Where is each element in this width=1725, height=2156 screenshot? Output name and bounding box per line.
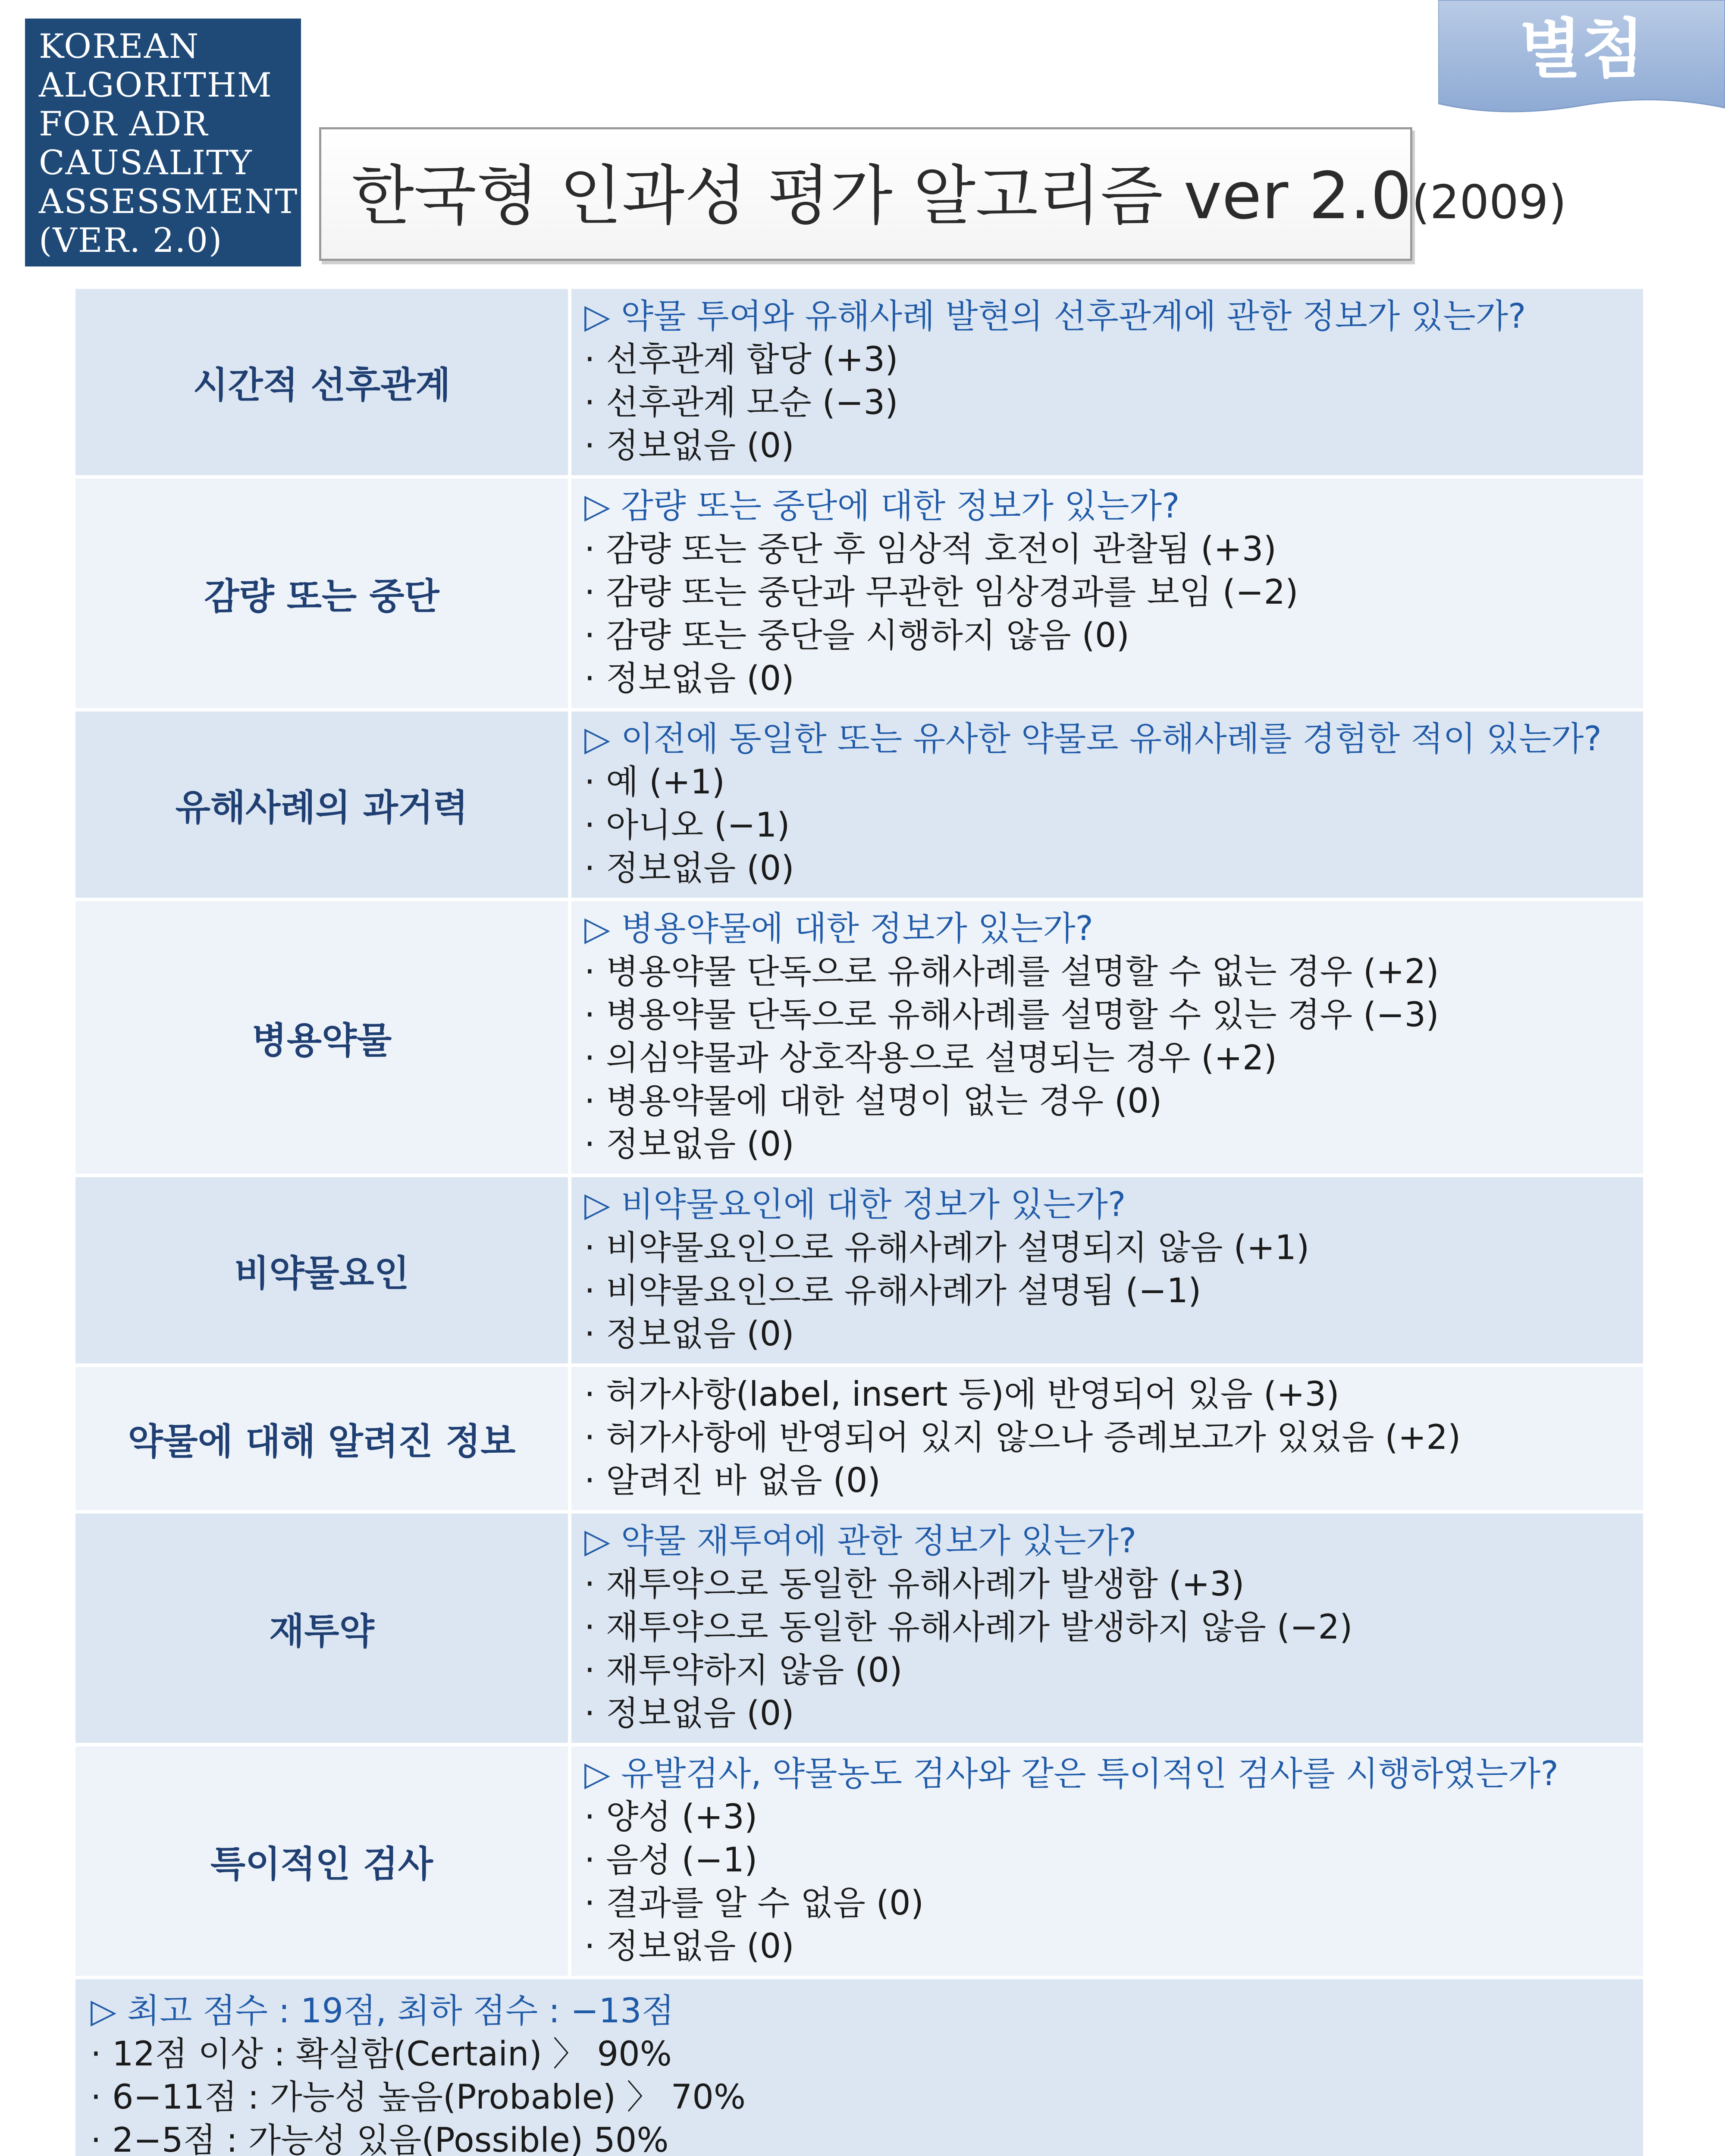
criteria-content xyxy=(571,1746,1643,1976)
logo-line: ALGORITHM xyxy=(39,66,273,105)
criteria-item: · 허가사항(label, insert 등)에 반영되어 있음 (+3) xyxy=(584,1375,1339,1414)
criteria-question: ▷ 감량 또는 중단에 대한 정보가 있는가? xyxy=(584,487,1180,526)
criteria-row xyxy=(75,1367,1643,1514)
criteria-item: · 정보없음 (0) xyxy=(584,659,794,698)
criteria-item-text: 정보없음 (0) xyxy=(606,1927,794,1966)
criteria-label: 약물에 대해 알려진 정보 xyxy=(75,1367,571,1510)
criteria-item-text: 감량 또는 중단 후 임상적 호전이 관찰됨 (+3) xyxy=(606,530,1276,569)
criteria-item: · 정보없음 (0) xyxy=(584,426,794,465)
summary-item-text: 6−11점 : 가능성 높음(Probable) 〉 70% xyxy=(112,2078,746,2117)
criteria-item: · 양성 (+3) xyxy=(584,1798,758,1836)
criteria-item: · 선후관계 모순 (−3) xyxy=(584,383,898,422)
criteria-item-text: 결과를 알 수 없음 (0) xyxy=(606,1884,924,1923)
criteria-item: · 선후관계 합당 (+3) xyxy=(584,340,898,379)
criteria-content xyxy=(571,1367,1643,1510)
criteria-item: · 아니오 (−1) xyxy=(584,806,790,845)
criteria-item-text: 재투약으로 동일한 유해사례가 발생함 (+3) xyxy=(606,1565,1245,1604)
criteria-item-text: 감량 또는 중단을 시행하지 않음 (0) xyxy=(606,616,1129,655)
criteria-item: · 예 (+1) xyxy=(584,763,725,802)
criteria-label: 특이적인 검사 xyxy=(75,1746,571,1976)
criteria-item: · 병용약물에 대한 설명이 없는 경우 (0) xyxy=(584,1082,1162,1121)
criteria-item: · 정보없음 (0) xyxy=(584,1927,794,1966)
criteria-item-text: 병용약물 단독으로 유해사례를 설명할 수 있는 경우 (−3) xyxy=(606,996,1439,1034)
criteria-item: · 병용약물 단독으로 유해사례를 설명할 수 있는 경우 (−3) xyxy=(584,996,1439,1034)
criteria-item-text: 정보없음 (0) xyxy=(606,1125,794,1164)
criteria-label: 감량 또는 중단 xyxy=(75,479,571,708)
criteria-item-text: 병용약물에 대한 설명이 없는 경우 (0) xyxy=(606,1082,1162,1121)
summary-item: · 6−11점 : 가능성 높음(Probable) 〉 70% xyxy=(91,2078,746,2117)
criteria-label: 유해사례의 과거력 xyxy=(75,711,571,898)
criteria-content xyxy=(571,479,1643,708)
criteria-content xyxy=(571,901,1643,1174)
criteria-question: ▷ 약물 투여와 유해사례 발현의 선후관계에 관한 정보가 있는가? xyxy=(584,297,1526,336)
criteria-item: · 비약물요인으로 유해사례가 설명되지 않음 (+1) xyxy=(584,1228,1310,1267)
criteria-row xyxy=(75,711,1643,901)
criteria-item-text: 정보없음 (0) xyxy=(606,426,794,465)
criteria-item-text: 허가사항(label, insert 등)에 반영되어 있음 (+3) xyxy=(606,1375,1339,1414)
criteria-item-text: 음성 (−1) xyxy=(606,1841,758,1880)
criteria-content xyxy=(571,1514,1643,1743)
criteria-row xyxy=(75,901,1643,1177)
summary-item-text: 12점 이상 : 확실함(Certain) 〉 90% xyxy=(112,2035,672,2074)
criteria-item-text: 병용약물 단독으로 유해사례를 설명할 수 없는 경우 (+2) xyxy=(606,953,1439,991)
criteria-item-text: 선후관계 합당 (+3) xyxy=(606,340,898,379)
criteria-row xyxy=(75,1514,1643,1746)
criteria-item: · 정보없음 (0) xyxy=(584,1694,794,1733)
criteria-item-text: 양성 (+3) xyxy=(606,1798,758,1836)
criteria-item-text: 의심약물과 상호작용으로 설명되는 경우 (+2) xyxy=(606,1039,1277,1078)
criteria-item: · 감량 또는 중단과 무관한 임상경과를 보임 (−2) xyxy=(584,573,1298,612)
criteria-item: · 감량 또는 중단을 시행하지 않음 (0) xyxy=(584,616,1129,655)
criteria-item: · 음성 (−1) xyxy=(584,1841,758,1880)
logo-line: CAUSALITY xyxy=(39,144,253,182)
criteria-item: · 정보없음 (0) xyxy=(584,1125,794,1164)
criteria-row xyxy=(75,289,1643,479)
criteria-row xyxy=(75,479,1643,711)
criteria-item: · 병용약물 단독으로 유해사례를 설명할 수 없는 경우 (+2) xyxy=(584,953,1439,991)
criteria-row xyxy=(75,1177,1643,1367)
criteria-item: · 허가사항에 반영되어 있지 않으나 증례보고가 있었음 (+2) xyxy=(584,1418,1461,1457)
criteria-item-text: 감량 또는 중단과 무관한 임상경과를 보임 (−2) xyxy=(606,573,1298,612)
appendix-tab xyxy=(1438,0,1725,116)
criteria-item: · 결과를 알 수 없음 (0) xyxy=(584,1884,924,1923)
criteria-item-text: 재투약으로 동일한 유해사례가 발생하지 않음 (−2) xyxy=(606,1608,1353,1647)
causality-table xyxy=(75,289,1643,2156)
summary-item: · 2−5점 : 가능성 있음(Possible) 50% xyxy=(91,2119,1643,2156)
criteria-item: · 재투약으로 동일한 유해사례가 발생하지 않음 (−2) xyxy=(584,1608,1353,1647)
criteria-item-text: 재투약하지 않음 (0) xyxy=(606,1651,903,1690)
criteria-label: 병용약물 xyxy=(75,901,571,1174)
summary-heading: ▷ 최고 점수 : 19점, 최하 점수 : −13점 xyxy=(91,1992,674,2031)
algorithm-logo xyxy=(25,19,301,266)
criteria-content xyxy=(571,1177,1643,1363)
criteria-label: 재투약 xyxy=(75,1514,571,1743)
logo-line: ASSESSMENT xyxy=(39,182,298,221)
summary-item-text: 2−5점 : 가능성 있음(Possible) 50% xyxy=(112,2121,669,2156)
criteria-content xyxy=(571,289,1643,475)
criteria-item-text: 정보없음 (0) xyxy=(606,849,794,888)
logo-line: (VER. 2.0) xyxy=(39,221,223,260)
criteria-item-text: 비약물요인으로 유해사례가 설명됨 (−1) xyxy=(606,1272,1201,1310)
criteria-item: · 감량 또는 중단 후 임상적 호전이 관찰됨 (+3) xyxy=(584,530,1276,569)
criteria-question: ▷ 약물 재투여에 관한 정보가 있는가? xyxy=(584,1522,1137,1561)
criteria-item: · 비약물요인으로 유해사례가 설명됨 (−1) xyxy=(584,1272,1201,1310)
criteria-question: ▷ 비약물요인에 대한 정보가 있는가? xyxy=(584,1185,1126,1224)
criteria-item-text: 허가사항에 반영되어 있지 않으나 증례보고가 있었음 (+2) xyxy=(606,1418,1461,1457)
criteria-item-text: 아니오 (−1) xyxy=(606,806,790,845)
criteria-question: ▷ 유발검사, 약물농도 검사와 같은 특이적인 검사를 시행하였는가? xyxy=(584,1755,1559,1793)
criteria-item: · 정보없음 (0) xyxy=(584,849,794,888)
logo-line: FOR ADR xyxy=(39,105,209,144)
title-main: 한국형 인과성 평가 알고리즘 ver 2.0 xyxy=(351,159,1412,234)
criteria-content xyxy=(571,711,1643,898)
criteria-item: · 재투약으로 동일한 유해사례가 발생함 (+3) xyxy=(584,1565,1245,1604)
criteria-item-text: 알려진 바 없음 (0) xyxy=(606,1461,881,1500)
criteria-item: · 정보없음 (0) xyxy=(584,1315,794,1354)
criteria-label: 비약물요인 xyxy=(75,1177,571,1363)
score-summary xyxy=(75,1979,1643,2156)
criteria-item-text: 정보없음 (0) xyxy=(606,1694,794,1733)
summary-item: · 12점 이상 : 확실함(Certain) 〉 90% xyxy=(91,2035,672,2074)
logo-line: KOREAN xyxy=(39,27,200,66)
criteria-item: · 의심약물과 상호작용으로 설명되는 경우 (+2) xyxy=(584,1039,1277,1078)
title-box xyxy=(319,127,1567,261)
criteria-item-text: 정보없음 (0) xyxy=(606,659,794,698)
criteria-question: ▷ 병용약물에 대한 정보가 있는가? xyxy=(584,909,1094,948)
criteria-item-text: 선후관계 모순 (−3) xyxy=(606,383,898,422)
criteria-item-text: 정보없음 (0) xyxy=(606,1315,794,1354)
criteria-item-text: 예 (+1) xyxy=(606,763,725,802)
criteria-label: 시간적 선후관계 xyxy=(75,289,571,475)
criteria-item: · 알려진 바 없음 (0) xyxy=(584,1461,881,1500)
title-year: (2009) xyxy=(1411,175,1567,229)
page-title xyxy=(351,155,1567,244)
criteria-item-text: 비약물요인으로 유해사례가 설명되지 않음 (+1) xyxy=(606,1228,1310,1267)
criteria-row xyxy=(75,1746,1643,1979)
criteria-question: ▷ 이전에 동일한 또는 유사한 약물로 유해사례를 경험한 적이 있는가? xyxy=(584,720,1602,758)
criteria-item: · 재투약하지 않음 (0) xyxy=(584,1651,903,1690)
appendix-tab-label: 별첨 xyxy=(1519,12,1644,87)
